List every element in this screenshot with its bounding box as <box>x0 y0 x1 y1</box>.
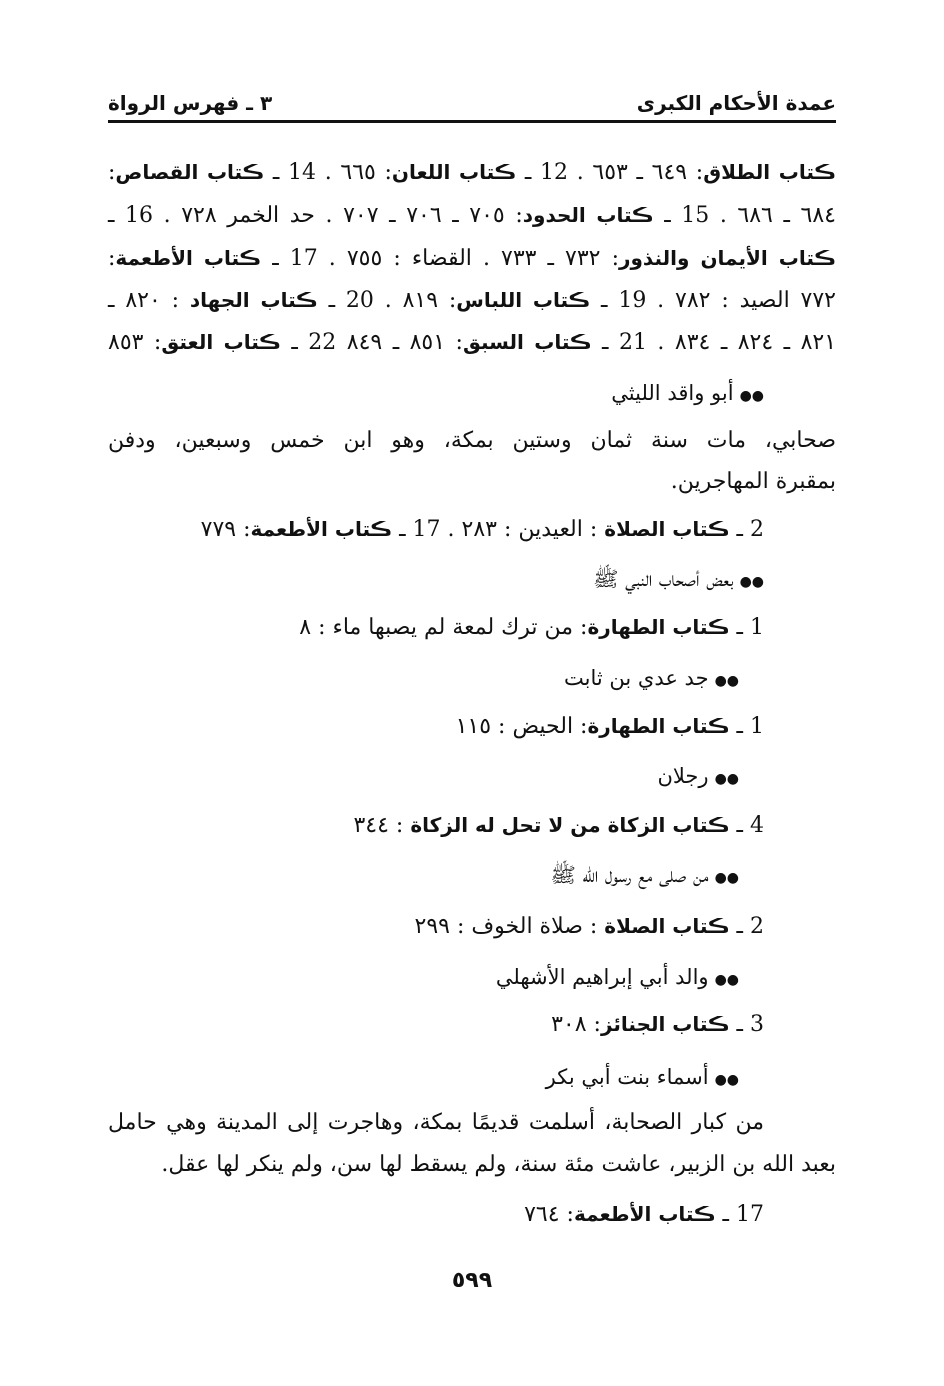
narrator-entry <box>593 564 764 597</box>
biography-line: صحابي، مات سنة ثمان وستين بمكة، وهو ابن خمس وسبعين، ودفن <box>108 428 836 453</box>
bullet-icon: ●● <box>714 1072 739 1088</box>
page-number: ٥٩٩ <box>451 1268 493 1293</box>
reference-line: ٨٢١ ـ ٨٢٤ ـ ٨٣٤ . 21 ـ ڪتاب السبق: ٨٥١ ـ ٨٤٩ 22 ـ ڪتاب العتق: ٨٥٣ <box>108 330 837 355</box>
narrator-name: جد عدي بن ثابت <box>564 666 709 690</box>
biography-line: من كبار الصحابة، أسلمت قديمًا بمكة، وهاجرت إلى المدينة وهي حامل <box>108 1110 764 1135</box>
biography-line: بمقبرة المهاجرين. <box>670 469 836 494</box>
bullet-icon: ●● <box>714 972 739 988</box>
narrator-name: أبو واقد الليثي <box>611 381 734 405</box>
bullet-icon: ●● <box>714 771 739 787</box>
narrator-name: بعض أصحاب النبي ﷺ <box>593 567 734 591</box>
reference-line: ڪتاب الأيمان والنذور: ٧٣٢ ـ ٧٣٣ . القضاء : ٧٥٥ . 17 ـ ڪتاب الأطعمة: <box>108 246 837 271</box>
reference-line: ٦٨٤ ـ ٦٨٦ . 15 ـ ڪتاب الحدود: ٧٠٥ ـ ٧٠٦ ـ ٧٠٧ . حد الخمر ٧٢٨ . 16 ـ <box>108 203 836 228</box>
narrator-entry <box>611 378 764 411</box>
reference-line: 1 ـ ڪتاب الطهارة: من ترك لمعة لم يصبها ماء : ٨ <box>299 615 764 640</box>
bullet-icon: ●● <box>714 673 739 689</box>
section-title: ٣ ـ فهرس الرواة <box>108 91 273 115</box>
reference-line: 17 ـ ڪتاب الأطعمة: ٧٦٤ <box>524 1202 764 1227</box>
running-header <box>108 86 836 120</box>
header-rule <box>108 120 836 123</box>
narrator-entry <box>496 962 739 995</box>
narrator-name: والد أبي إبراهيم الأشهلي <box>495 965 709 989</box>
bullet-icon: ●● <box>714 870 739 886</box>
reference-line: 2 ـ ڪتاب الصلاة : العيدين : ٢٨٣ . 17 ـ ڪتاب الأطعمة: ٧٧٩ <box>200 517 764 542</box>
narrator-name: أسماء بنت أبي بكر <box>545 1065 709 1089</box>
reference-line: 3 ـ ڪتاب الجنائز: ٣٠٨ <box>551 1012 764 1037</box>
reference-line: 4 ـ ڪتاب الزكاة من لا تحل له الزكاة : ٣٤٤ <box>353 813 764 838</box>
book-title: عمدة الأحكام الكبرى <box>636 91 836 115</box>
reference-line: 2 ـ ڪتاب الصلاة : صلاة الخوف : ٢٩٩ <box>414 914 764 939</box>
narrator-name: من صلى مع رسول الله ﷺ <box>550 863 709 887</box>
narrator-entry <box>657 761 739 794</box>
biography-line: بعبد الله بن الزبير، عاشت مئة سنة، ولم يسقط لها سن، ولم ينكر لها عقل. <box>161 1152 836 1177</box>
reference-line: ٧٧٢ الصيد : ٧٨٢ . 19 ـ ڪتاب اللباس: ٨١٩ . 20 ـ ڪتاب الجهاد : ٨٢٠ ـ <box>108 288 836 313</box>
narrator-entry <box>546 1062 739 1095</box>
reference-line: 1 ـ ڪتاب الطهارة: الحيض : ١١٥ <box>455 714 764 739</box>
narrator-entry <box>551 860 740 893</box>
reference-line: ڪتاب الطلاق: ٦٤٩ ـ ٦٥٣ . 12 ـ ڪتاب اللعان: ٦٦٥ . 14 ـ ڪتاب القصاص: <box>108 160 837 185</box>
bullet-icon: ●● <box>739 574 764 590</box>
bullet-icon: ●● <box>739 388 764 404</box>
narrator-name: رجلان <box>657 764 709 788</box>
narrator-entry <box>564 663 739 696</box>
